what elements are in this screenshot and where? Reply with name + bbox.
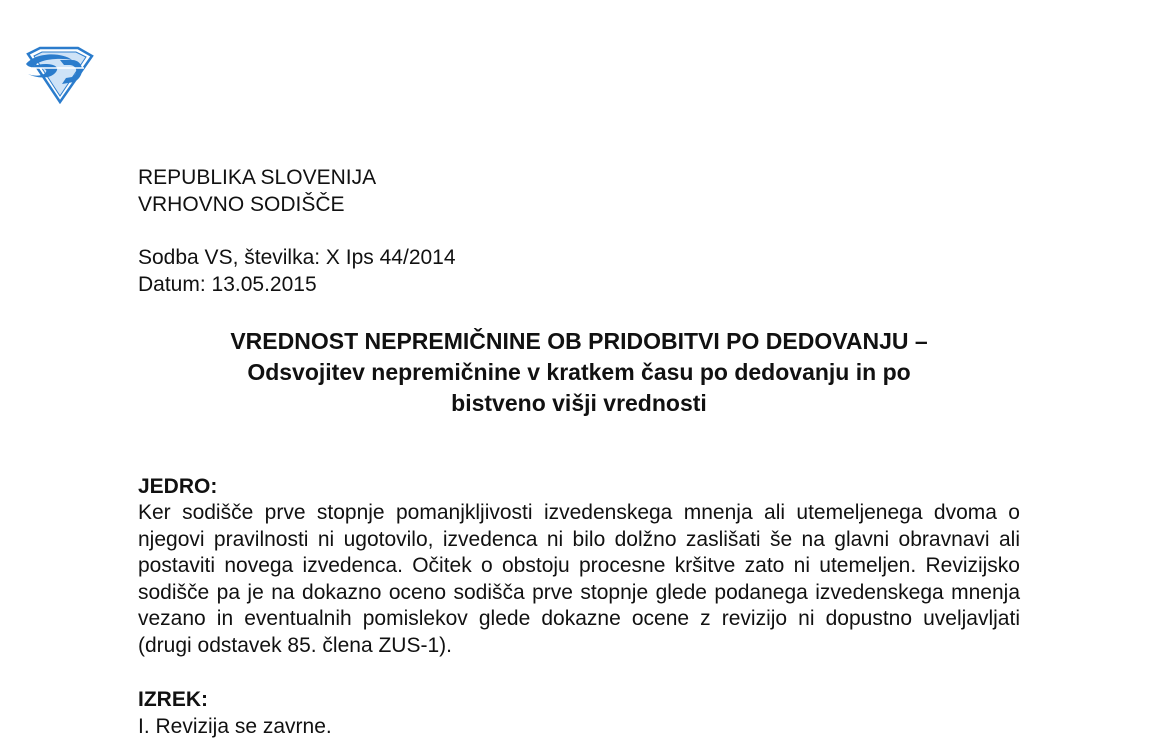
title-line-1: VREDNOST NEPREMIČNINE OB PRIDOBITVI PO DEDOVANJU – xyxy=(230,328,928,354)
decision-date: Datum: 13.05.2015 xyxy=(138,273,317,296)
jedro-text: Ker sodišče prve stopnje pomanjkljivosti izvedenskega mnenja ali utemeljenega dvoma o njegovi pravilnosti ni ugotovilo, izvedenca ni bilo dolžno zaslišati še na glavni obravnavi ali postaviti novega izvedenca. Očitek o obstoju procesne kršitve zato ni utemeljen. Revizijsko sodišče pa je na dokazno oceno sodišča prve stopnje glede podanega izvedenskega mnenja vezano in eventualnih pomislekov glede dokazne ocene z revizijo ni dopustno uveljavljati (drugi odstavek 85. člena ZUS-1). xyxy=(138,501,1020,657)
izrek-heading: IZREK: xyxy=(138,688,208,711)
izrek-text: I. Revizija se zavrne. xyxy=(138,715,332,738)
country-name: REPUBLIKA SLOVENIJA xyxy=(138,166,377,189)
case-number: Sodba VS, številka: X Ips 44/2014 xyxy=(138,246,456,269)
document-title xyxy=(138,326,1020,419)
title-line-3: bistveno višji vrednosti xyxy=(451,390,707,416)
court-name: VRHOVNO SODIŠČE xyxy=(138,193,345,216)
title-line-2: Odsvojitev nepremičnine v kratkem času po dedovanju in po xyxy=(247,359,911,385)
court-shield-logo-icon xyxy=(22,46,96,104)
jedro-heading: JEDRO: xyxy=(138,475,218,498)
